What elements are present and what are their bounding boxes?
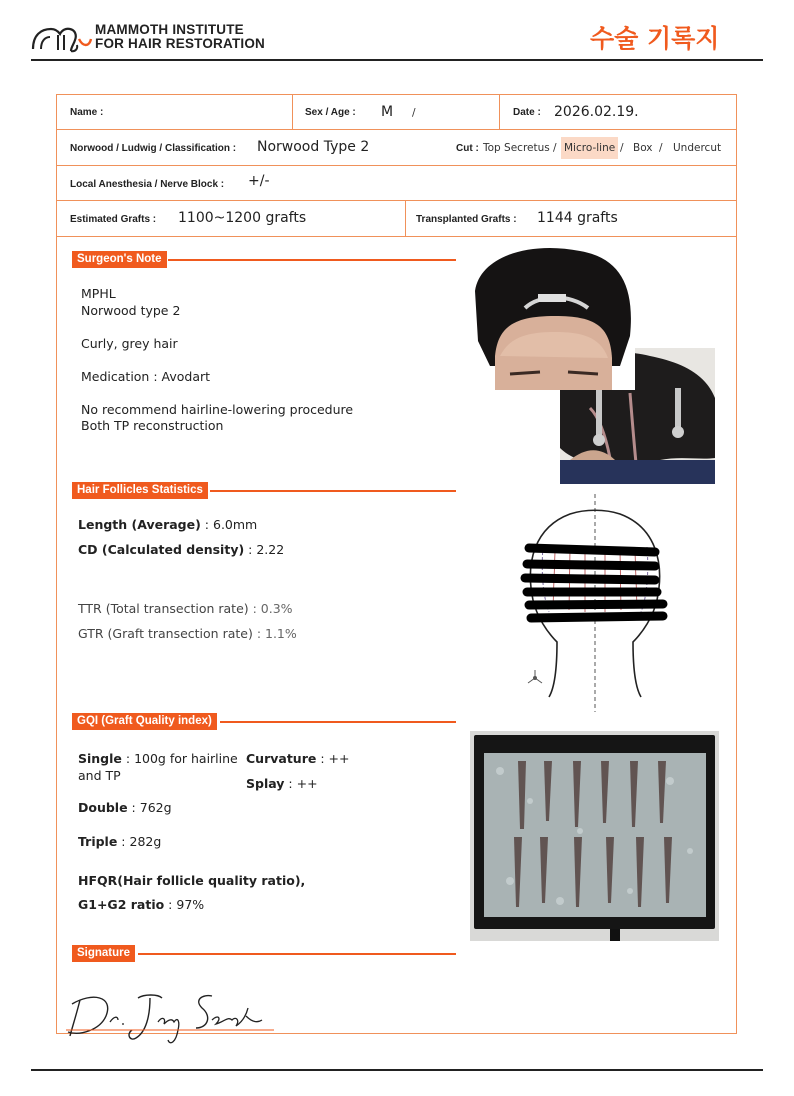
note-line bbox=[81, 352, 441, 369]
single-stat bbox=[78, 750, 243, 784]
length-label: Length (Average) bbox=[78, 517, 201, 532]
curvature-value: : ++ bbox=[316, 751, 350, 766]
col-divider bbox=[292, 95, 293, 129]
triple-label: Triple bbox=[78, 834, 118, 849]
logo-line-1: MAMMOTH INSTITUTE bbox=[95, 22, 244, 37]
cut-option-top-secretus[interactable]: Top Secretus bbox=[483, 142, 550, 154]
row-divider bbox=[57, 129, 737, 130]
surgeon-note-body bbox=[81, 286, 441, 435]
cut-option-undercut[interactable]: Undercut bbox=[673, 142, 722, 154]
g1g2-label: G1+G2 ratio bbox=[78, 897, 165, 912]
top-divider bbox=[31, 59, 763, 61]
note-line: Norwood type 2 bbox=[81, 302, 181, 318]
logo bbox=[31, 19, 281, 53]
bottom-divider bbox=[31, 1069, 763, 1071]
cut-separator: / bbox=[659, 142, 663, 154]
signature-heading: Signature bbox=[72, 945, 135, 962]
sex-age-label: Sex / Age : bbox=[305, 107, 356, 118]
ttr-stat bbox=[78, 601, 293, 616]
page-title: 수술 기록지 bbox=[590, 24, 720, 53]
date-field[interactable]: 2026.02.19. bbox=[554, 104, 639, 120]
surgeon-note-heading: Surgeon's Note bbox=[72, 251, 167, 268]
anesthesia-field[interactable]: +/- bbox=[248, 173, 270, 189]
note-line: No recommend hairline-lowering procedure bbox=[81, 401, 354, 417]
graft-monitor-photo bbox=[470, 731, 719, 941]
signature-image bbox=[62, 986, 277, 1050]
estimated-grafts-field[interactable]: 1100~1200 grafts bbox=[178, 210, 307, 226]
head-diagram bbox=[515, 492, 675, 714]
note-line: Medication : Avodart bbox=[81, 368, 211, 384]
double-stat bbox=[78, 800, 172, 815]
name-label: Name : bbox=[70, 107, 104, 118]
cut-separator: / bbox=[620, 142, 624, 154]
head-back-view-icon bbox=[515, 492, 675, 714]
age-separator: / bbox=[412, 107, 416, 119]
length-value: : 6.0mm bbox=[200, 517, 258, 532]
curvature-label: Curvature bbox=[246, 751, 317, 766]
note-line bbox=[81, 385, 441, 402]
cut-separator: / bbox=[553, 142, 557, 154]
row-divider bbox=[57, 236, 737, 237]
patient-photo-front bbox=[470, 246, 635, 390]
single-value-continued: and TP bbox=[78, 768, 121, 783]
cd-label: CD (Calculated density) bbox=[78, 542, 245, 557]
gtr-stat bbox=[78, 626, 297, 641]
splay-label: Splay bbox=[246, 776, 285, 791]
note-line: Curly, grey hair bbox=[81, 335, 178, 351]
g1g2-value: : 97% bbox=[164, 897, 205, 912]
section-rule bbox=[138, 953, 456, 955]
gqi-heading: GQI (Graft Quality index) bbox=[72, 713, 217, 730]
row-divider bbox=[57, 165, 737, 166]
single-label: Single bbox=[78, 751, 122, 766]
col-divider bbox=[405, 201, 406, 236]
triple-stat bbox=[78, 834, 161, 849]
estimated-grafts-label: Estimated Grafts : bbox=[70, 214, 157, 225]
col-divider bbox=[499, 95, 500, 129]
note-line bbox=[81, 319, 441, 336]
length-stat bbox=[78, 517, 257, 532]
gtr-value: : 1.1% bbox=[252, 626, 297, 641]
double-value: : 762g bbox=[127, 800, 172, 815]
transplanted-grafts-field[interactable]: 1144 grafts bbox=[537, 210, 618, 226]
hfqr-label: HFQR(Hair follicle quality ratio), bbox=[78, 873, 306, 888]
ttr-value: : 0.3% bbox=[248, 601, 293, 616]
mammoth-logo-icon bbox=[31, 21, 93, 53]
curvature-stat bbox=[246, 751, 349, 766]
transplanted-grafts-label: Transplanted Grafts : bbox=[416, 214, 517, 225]
anesthesia-label: Local Anesthesia / Nerve Block : bbox=[70, 179, 225, 190]
classification-field[interactable]: Norwood Type 2 bbox=[257, 139, 370, 155]
hfqr-stat bbox=[78, 873, 305, 888]
logo-line-2: FOR HAIR RESTORATION bbox=[95, 36, 266, 51]
triple-value: : 282g bbox=[117, 834, 162, 849]
section-rule bbox=[168, 259, 456, 261]
cut-option-box[interactable]: Box bbox=[633, 142, 653, 154]
gtr-label: GTR (Graft transection rate) bbox=[78, 626, 253, 641]
sex-field[interactable]: M bbox=[381, 104, 394, 120]
cd-value: : 2.22 bbox=[244, 542, 285, 557]
splay-stat bbox=[246, 776, 318, 791]
double-label: Double bbox=[78, 800, 128, 815]
cut-option-micro-line[interactable]: Micro-line bbox=[561, 137, 618, 159]
section-rule bbox=[220, 721, 456, 723]
name-field[interactable] bbox=[120, 104, 280, 122]
section-rule bbox=[210, 490, 456, 492]
cut-label: Cut : bbox=[456, 143, 479, 154]
single-value: : 100g for hairline bbox=[121, 751, 238, 766]
note-line: MPHL bbox=[81, 286, 116, 301]
date-label: Date : bbox=[513, 107, 541, 118]
g1g2-stat bbox=[78, 897, 204, 912]
ttr-label: TTR (Total transection rate) bbox=[78, 601, 249, 616]
cd-stat bbox=[78, 542, 284, 557]
row-divider bbox=[57, 200, 737, 201]
classification-label: Norwood / Ludwig / Classification : bbox=[70, 143, 237, 154]
note-line: Both TP reconstruction bbox=[81, 418, 224, 433]
splay-value: : ++ bbox=[284, 776, 318, 791]
follicle-stats-heading: Hair Follicles Statistics bbox=[72, 482, 208, 499]
